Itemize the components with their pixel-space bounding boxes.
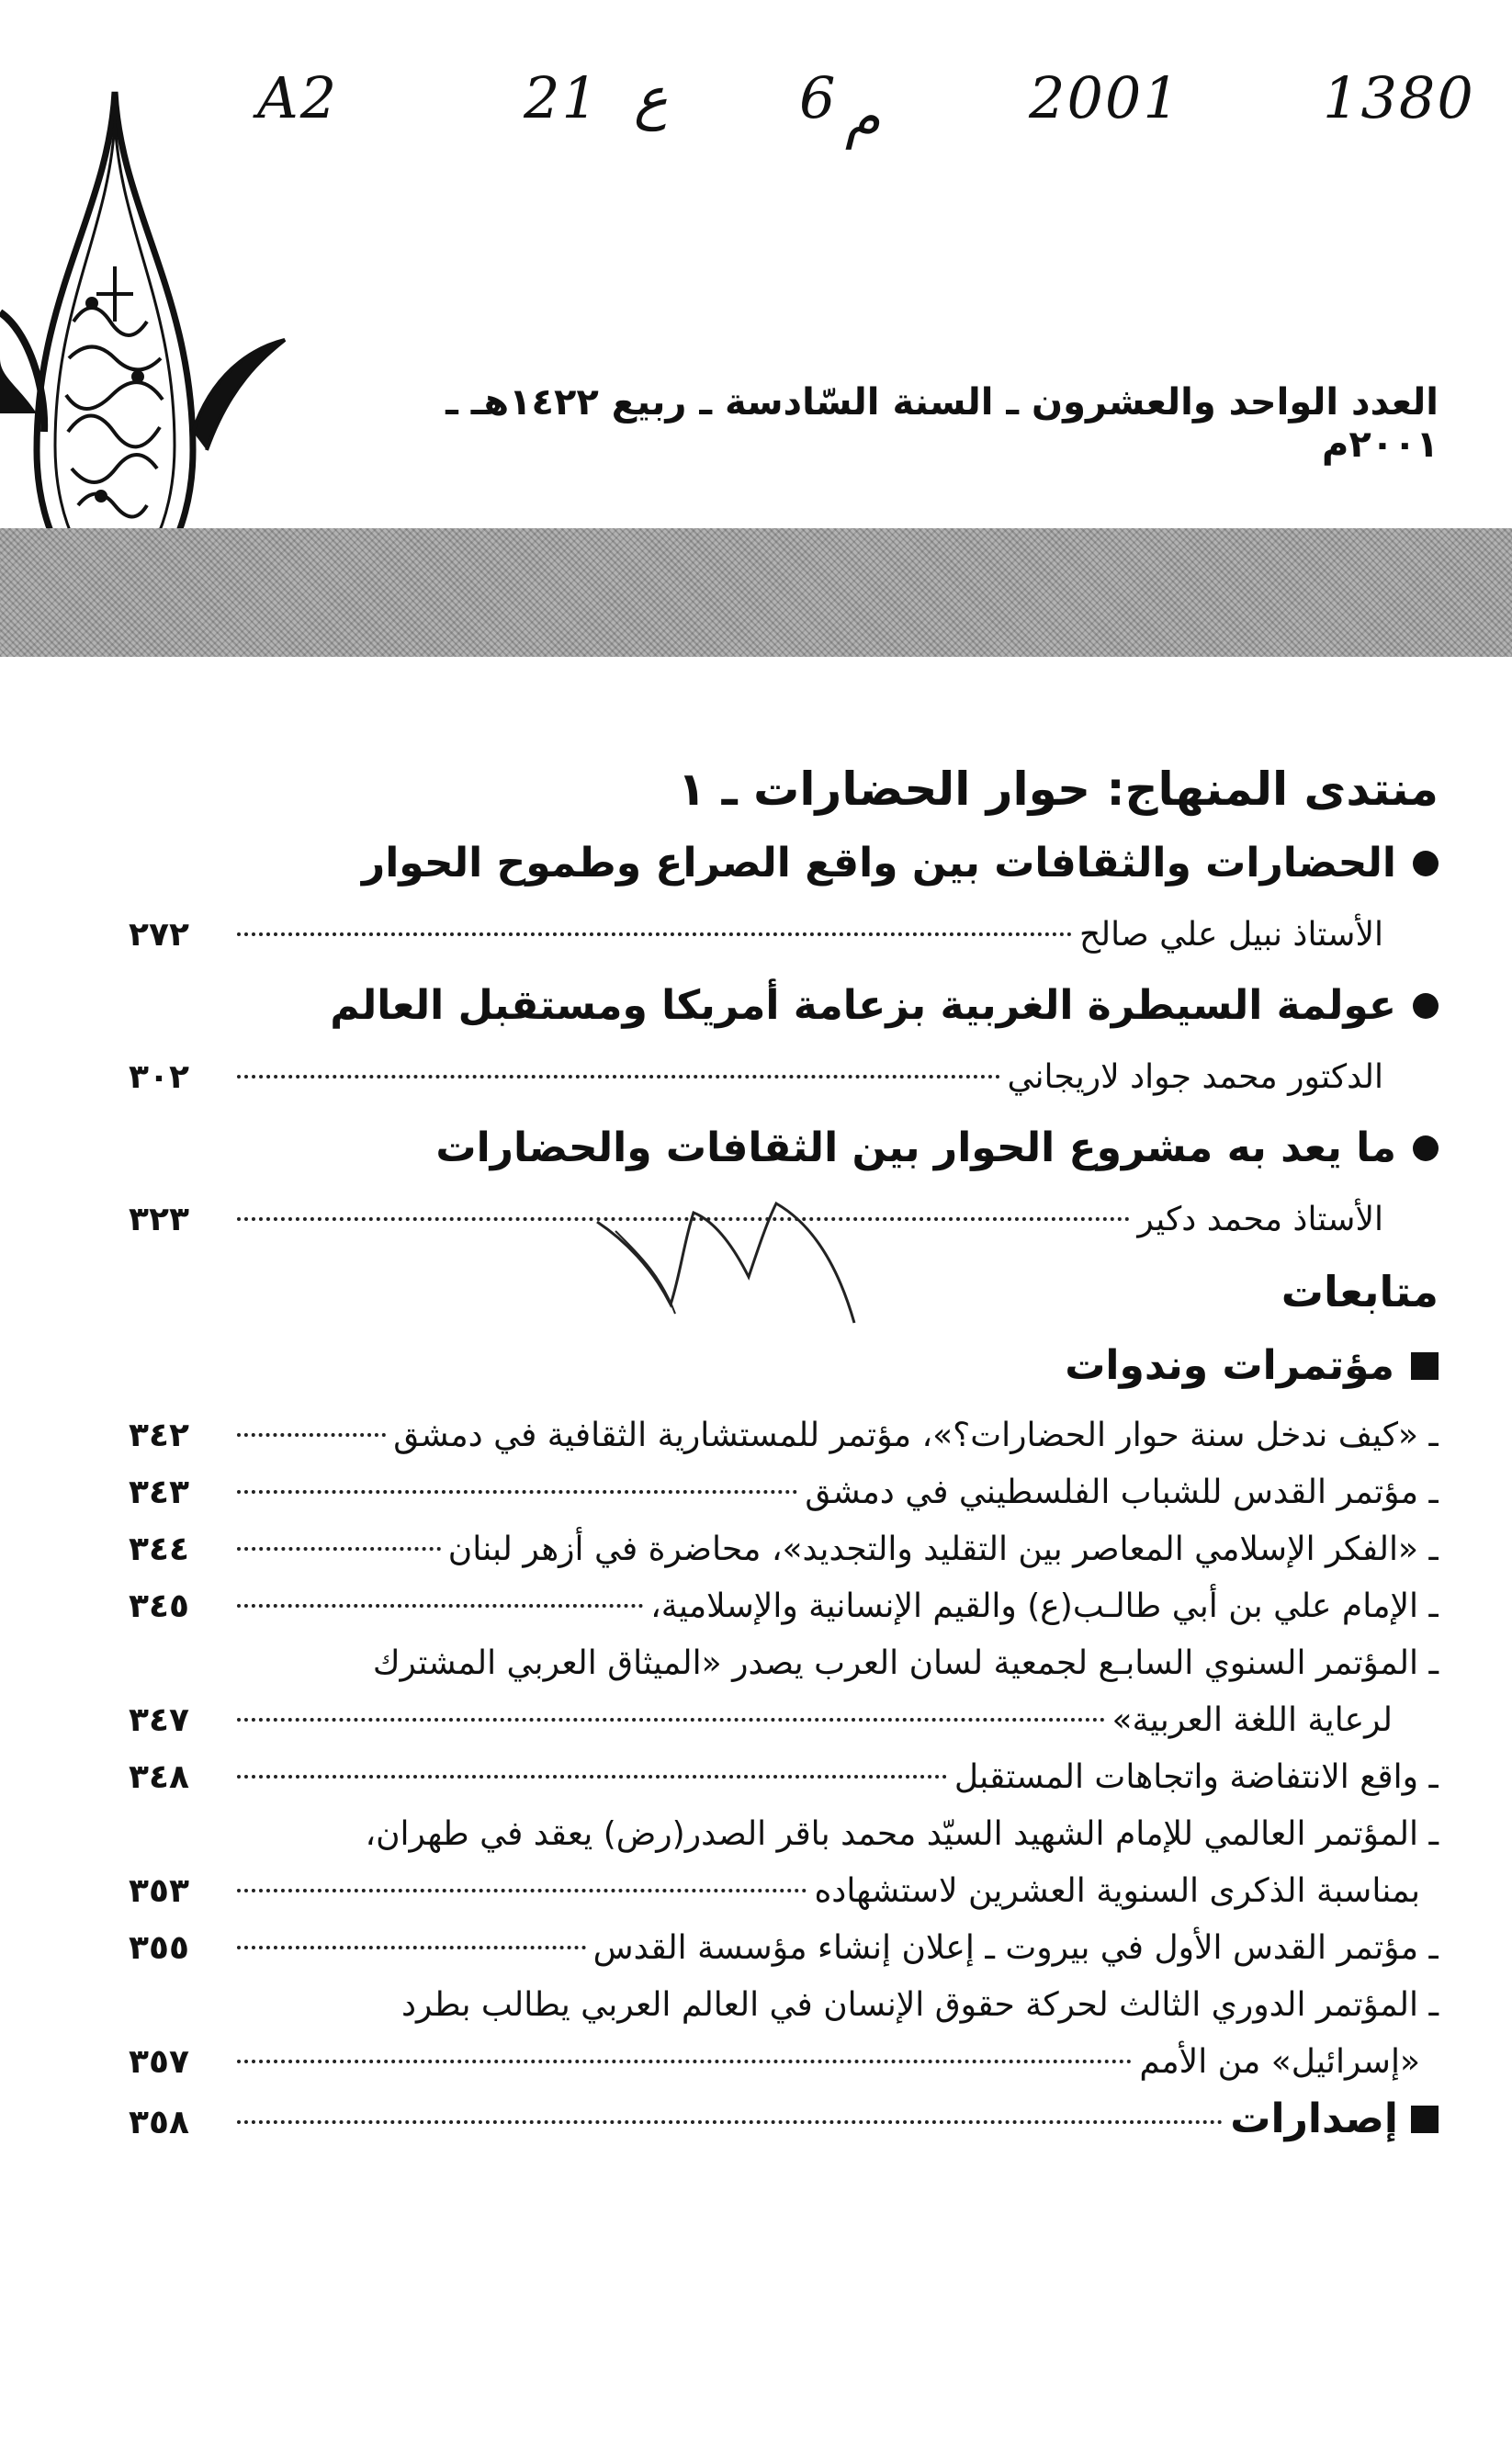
article-author: الدكتور محمد جواد لاريجاني — [1007, 1058, 1383, 1096]
square-bullet-icon — [1411, 2106, 1439, 2133]
article-title — [129, 840, 1439, 887]
page-number: ٢٧٢ — [129, 916, 189, 954]
handwritten-catalog-notes — [248, 64, 1475, 165]
page-number: ٣٤٥ — [129, 1587, 189, 1625]
page-number: ٣٤٤ — [129, 1530, 189, 1568]
handwritten-year-ah: 1380 — [1323, 64, 1475, 131]
toc-entry-text: ـ واقع الانتفاضة واتجاهات المستقبل — [953, 1758, 1439, 1796]
dot-leader — [237, 1490, 797, 1494]
article-author-row — [129, 907, 1439, 964]
article-author: الأستاذ نبيل علي صالح — [1078, 916, 1383, 954]
dot-leader — [237, 1217, 1130, 1221]
dot-leader — [237, 1889, 807, 1892]
bullet-icon — [1413, 1135, 1439, 1161]
page-number: ٣٥٨ — [129, 2104, 189, 2141]
toc-entry-text: ـ مؤتمر القدس الأول في بيروت ـ إعلان إنشاء مؤسسة القدس — [592, 1929, 1439, 1967]
toc-entry — [129, 1692, 1439, 1749]
toc-entry-text: ـ الإمام علي بن أبي طالـب(ع) والقيم الإنسانية والإسلامية، — [650, 1587, 1439, 1625]
publications-title: إصدارات — [1230, 2095, 1398, 2142]
dot-leader — [237, 2060, 1132, 2063]
bullet-icon — [1413, 851, 1439, 876]
article-author-row — [129, 1192, 1439, 1248]
toc-entry-text: لرعاية اللغة العربية» — [1111, 1701, 1393, 1739]
page-number: ٣٤٧ — [129, 1701, 189, 1739]
dot-leader — [237, 1547, 441, 1551]
conferences-title-text: مؤتمرات وندوات — [1065, 1342, 1394, 1389]
handwritten-code: A2 — [257, 64, 339, 131]
dot-leader — [237, 1075, 1000, 1079]
square-bullet-icon — [1411, 1352, 1439, 1380]
page-number: ٣٥٧ — [129, 2043, 189, 2081]
article-title — [129, 1124, 1439, 1171]
article-title-text: الحضارات والثقافات بين واقع الصراع وطموح الحوار — [361, 840, 1396, 887]
handwritten-issue-letter: ع — [634, 64, 668, 131]
dot-leader — [237, 1775, 947, 1779]
dot-leader — [237, 2120, 1223, 2124]
dot-leader — [237, 1946, 586, 1949]
table-of-contents — [129, 762, 1439, 2148]
article-author: الأستاذ محمد دكير — [1137, 1201, 1383, 1238]
toc-entry-text: بمناسبة الذكرى السنوية العشرين لاستشهاده — [814, 1872, 1420, 1910]
toc-entry — [129, 1920, 1439, 1977]
toc-entry-text: «إسرائيل» من الأمم — [1139, 2043, 1420, 2081]
toc-entry — [129, 1521, 1439, 1578]
handwritten-volume-letter: م — [845, 83, 881, 150]
article-author-row — [129, 1049, 1439, 1106]
followups-title: متابعات — [1281, 1267, 1439, 1316]
toc-entry-text: ـ «كيف ندخل سنة حوار الحضارات؟»، مؤتمر للمستشارية الثقافية في دمشق — [393, 1417, 1439, 1454]
toc-entry-line: ـ المؤتمر العالمي للإمام الشهيد السيّد محمد باقر الصدر(رض) يعقد في طهران، — [365, 1815, 1439, 1853]
toc-entry — [129, 1863, 1439, 1920]
page-number: ٣٢٣ — [129, 1201, 189, 1238]
conferences-title — [129, 1342, 1439, 1389]
toc-entry-text: ـ مؤتمر القدس للشباب الفلسطيني في دمشق — [805, 1474, 1439, 1511]
page-number: ٣٥٣ — [129, 1872, 189, 1910]
handwritten-year-ad: 2001 — [1029, 64, 1181, 131]
issue-line: العدد الواحد والعشرون ـ السنة السّادسة ـ ربيع ١٤٢٢هـ ـ ٢٠٠١م — [446, 381, 1439, 466]
dot-leader — [237, 1433, 386, 1437]
dot-leader — [237, 1718, 1105, 1722]
toc-entry-text: ـ «الفكر الإسلامي المعاصر بين التقليد والتجديد»، محاضرة في أزهر لبنان — [447, 1530, 1439, 1568]
article-title-text: ما يعد به مشروع الحوار بين الثقافات والحضارات — [435, 1124, 1396, 1171]
toc-entry — [129, 1749, 1439, 1806]
handwritten-issue-no: 21 — [524, 64, 600, 131]
forum-title: منتدى المنهاج: حوار الحضارات ـ ١ — [677, 762, 1439, 816]
page-number: ٣٤٣ — [129, 1474, 189, 1511]
header-band — [0, 528, 1512, 657]
dot-leader — [237, 1604, 643, 1608]
bullet-icon — [1413, 993, 1439, 1019]
page-number: ٣٥٥ — [129, 1929, 189, 1967]
toc-entry-line: ـ المؤتمر السنوي السابـع لجمعية لسان العرب يصدر «الميثاق العربي المشترك — [372, 1644, 1439, 1682]
dot-leader — [237, 932, 1072, 936]
publications-entry — [129, 2091, 1439, 2148]
article-title — [129, 982, 1439, 1029]
page-number: ٣٤٢ — [129, 1417, 189, 1454]
toc-entry — [129, 2034, 1439, 2091]
page-number: ٣٤٨ — [129, 1758, 189, 1796]
toc-entry — [129, 1464, 1439, 1521]
toc-entry — [129, 1407, 1439, 1464]
article-title-text: عولمة السيطرة الغربية بزعامة أمريكا ومستقبل العالم — [330, 982, 1396, 1029]
handwritten-volume: 6 — [799, 64, 838, 131]
toc-entry — [129, 1578, 1439, 1635]
toc-entry-line: ـ المؤتمر الدوري الثالث لحركة حقوق الإنسان في العالم العربي يطالب بطرد — [401, 1986, 1439, 2024]
page-number: ٣٠٢ — [129, 1058, 189, 1096]
